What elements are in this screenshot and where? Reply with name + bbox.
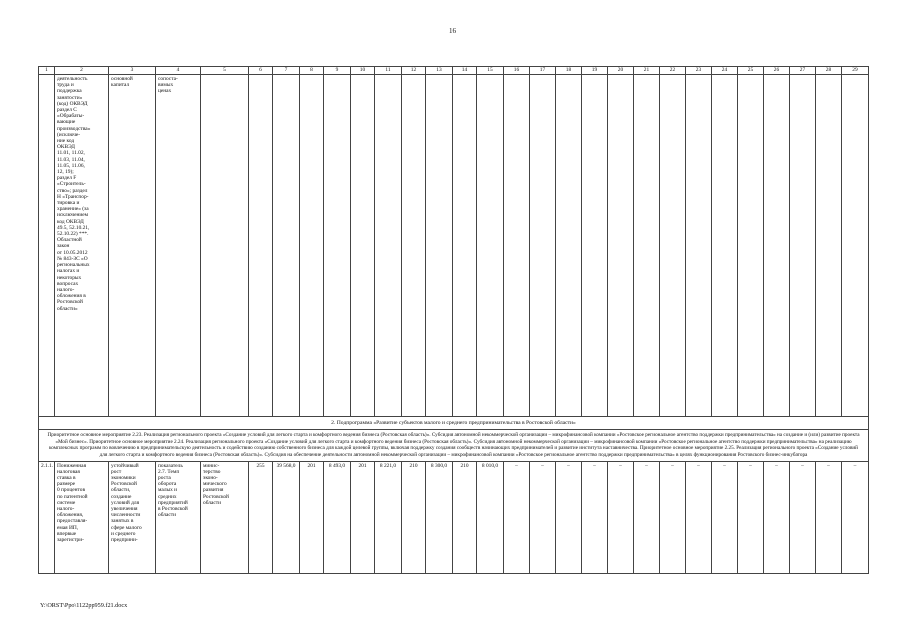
column-header: 9 xyxy=(324,67,351,75)
dash-cell: – xyxy=(712,461,738,573)
column-header: 5 xyxy=(201,67,249,75)
column-header: 25 xyxy=(738,67,764,75)
column-header: 29 xyxy=(842,67,869,75)
header-row xyxy=(39,67,869,75)
column-header: 12 xyxy=(402,67,426,75)
column-header: 24 xyxy=(712,67,738,75)
row2-col14-cell: 210 xyxy=(453,461,477,573)
column-header: 15 xyxy=(477,67,504,75)
row2-col12-cell: 210 xyxy=(402,461,426,573)
row2-col1-cell: 2.1.1. xyxy=(39,461,55,573)
cell-empty xyxy=(39,75,55,417)
row2-col5-cell: минис- терство эконо- мического развития Ростовской области xyxy=(201,461,249,573)
program-table xyxy=(38,66,869,574)
column-header: 22 xyxy=(660,67,686,75)
column-header: 11 xyxy=(375,67,402,75)
dash-cell: – xyxy=(582,461,608,573)
column-header: 14 xyxy=(453,67,477,75)
dash-cell: – xyxy=(608,461,634,573)
column-header: 10 xyxy=(351,67,375,75)
dash-cell: – xyxy=(790,461,816,573)
column-header: 4 xyxy=(156,67,201,75)
dash-cell: – xyxy=(738,461,764,573)
column-header: 26 xyxy=(764,67,790,75)
column-header: 27 xyxy=(790,67,816,75)
dash-cell: – xyxy=(842,461,869,573)
row2-col9-cell: 8 493,0 xyxy=(324,461,351,573)
section-title-row xyxy=(39,417,869,430)
dash-cell: – xyxy=(660,461,686,573)
column-header: 1 xyxy=(39,67,55,75)
column-header: 19 xyxy=(582,67,608,75)
dash-cell: – xyxy=(556,461,582,573)
dash-cell: – xyxy=(504,461,530,573)
row1-col3-cell: основной капитал xyxy=(109,75,156,417)
column-header: 6 xyxy=(249,67,273,75)
column-header: 21 xyxy=(634,67,660,75)
column-header: 16 xyxy=(504,67,530,75)
row2-col13-cell: 8 300,0 xyxy=(426,461,453,573)
table-row xyxy=(39,75,869,417)
row1-col2-cell: деятельность труда и поддержка занятости» (код) ОКВЭД раздел С «Обрабаты- вающие производства» (исключе- ние код ОКВЭД 11.01, 11.02, 11.03, 11.04, 11.05, 11.06, 12, 19); раздел F «Строитель- ство»; раздел Н «Транспор- тировка и хранение» (за исключением код ОКВЭД 49.5, 52.10.21, 52.10.22) ***. Областной закон от 10.05.2012 № 843-ЗС «О региональных налогах и некоторых вопросах налого- обложения в Ростовской области» xyxy=(55,75,109,417)
section-paragraph-row xyxy=(39,430,869,461)
row2-col8-cell: 201 xyxy=(300,461,324,573)
row2-col2-cell: Пониженная налоговая ставка в размере 0 процентов по патентной системе налого- обложения, предоставля- емая ИП, впервые зарегистри- xyxy=(55,461,109,573)
file-path-footer: Y:\ORST\Ppo\1122pp959.f21.docx xyxy=(40,602,128,609)
row2-col6-cell: 255 xyxy=(249,461,273,573)
row2-col3-cell: устойчивый рост экономики Ростовской области, создание условий для увеличения численности занятых в сфере малого и среднего предприни- xyxy=(109,461,156,573)
section-paragraph: Приоритетное основное мероприятие 2.23. Реализация регионального проекта «Создание условий для легкого старта и комфортного ведения бизнеса (Ростовская область)». Субсидия автономной некоммерческой организации – микрофинансовой компании «Ростовское региональное агентство поддержки предпринимательства» на создание и (или) развитие проекта «Мой бизнес». Приоритетное основное мероприятие 2.24. Реализация регионального проекта «Создание условий для легкого старта и комфортного ведения бизнеса (Ростовская область)». Субсидия автономной некоммерческой организации – микрофинансовой компании «Ростовское региональное агентство поддержки предпринимательства» на реализацию комплексных программ по вовлечению в предпринимательскую деятельность и содействию созданию собственного бизнеса для каждой целевой группы, включая поддержку создания сообществ начинающих предпринимателей и развитие института наставничества. Приоритетное основное мероприятие 2.25. Реализация регионального проекта «Создание условий для легкого старта и комфортного ведения бизнеса (Ростовская область)». Субсидия на обеспечение деятельности автономной некоммерческой организации – микрофинансовой компании «Ростовское региональное агентство поддержки предпринимательства» в целях функционирования Ростовского бизнес-инкубатора xyxy=(39,430,869,461)
row1-col4-cell: сопоста- вимых ценах xyxy=(156,75,201,417)
column-header: 20 xyxy=(608,67,634,75)
section-title: 2. Подпрограмма «Развитие субъектов малого и среднего предпринимательства в Ростовской области» xyxy=(39,417,869,430)
dash-cell: – xyxy=(634,461,660,573)
column-header: 8 xyxy=(300,67,324,75)
dash-cell: – xyxy=(686,461,712,573)
dash-cell: – xyxy=(764,461,790,573)
page-number: 16 xyxy=(449,27,456,35)
column-header: 18 xyxy=(556,67,582,75)
row2-col10-cell: 201 xyxy=(351,461,375,573)
table-row xyxy=(39,461,869,573)
column-header: 28 xyxy=(816,67,842,75)
row2-col7-cell: 39 568,0 xyxy=(273,461,300,573)
column-header: 23 xyxy=(686,67,712,75)
column-header: 2 xyxy=(55,67,109,75)
column-header: 3 xyxy=(109,67,156,75)
column-header: 7 xyxy=(273,67,300,75)
row2-col15-cell: 8 010,0 xyxy=(477,461,504,573)
row2-col4-cell: показатель 2.7. Темп роста оборота малых и средних предприятий в Ростовской области xyxy=(156,461,201,573)
dash-cell: – xyxy=(530,461,556,573)
column-header: 17 xyxy=(530,67,556,75)
dash-cell: – xyxy=(816,461,842,573)
column-header: 13 xyxy=(426,67,453,75)
row2-col11-cell: 8 221,0 xyxy=(375,461,402,573)
